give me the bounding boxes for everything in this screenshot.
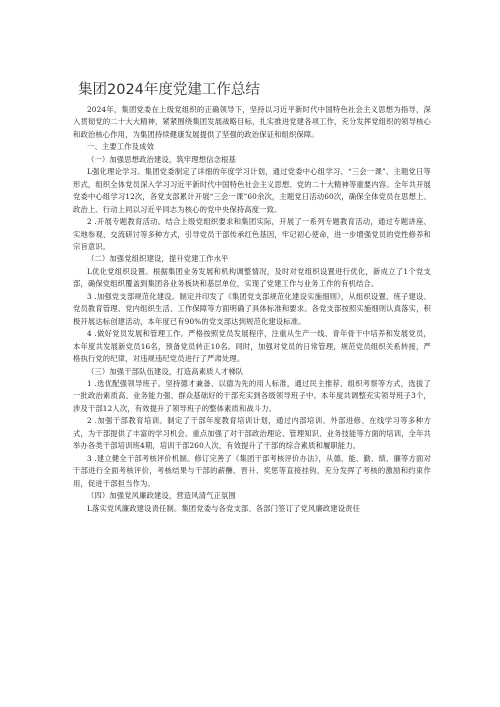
- body-paragraph: 3 .加强党支部规范化建设。制定并印发了《集团党支部规范化建设实施细则》，从组织设置、班子建设、党员教育管理、党内组织生活、工作保障等方面明确了具体标准和要求。各党支部按照实施细则认真落实，积极开展达标创建活动，本年度已有90%的党支部达到规范化建设标准。: [73, 291, 431, 326]
- subsection-heading: （二）加强党组织建设，提升党建工作水平: [87, 254, 229, 264]
- body-paragraph: L强化理论学习。集团党委制定了详细的年度学习计划，通过党委中心组学习、“三会一课”、主题党日等形式，组织全体党员深入学习习近平新时代中国特色社会主义思想、党的二十大精神等重要内容。全年共开展党委中心组学习12次，各党支部累计开展“三会一课”60余次，主题党日活动60次，确保全体党员在思想上、政治上、行动上同以习近平同志为核心的党中央保持高度一致。: [73, 167, 431, 214]
- page-title: 集团2024年度党建工作总结: [78, 82, 260, 98]
- subsection-heading: （三）加强干部队伍建设，打造高素质人才梯队: [87, 366, 244, 376]
- body-paragraph: 1 .选优配强领导班子。坚持德才兼备、以德为先的用人标准，通过民主推荐、组织考察等方式，选拔了一批政治素质高、业务能力强、群众基础好的干部充实到各级领导班子中。本年度共调整充实领导班子3个，涉及干部12人次，有效提升了领导班子的整体素质和战斗力。: [73, 378, 431, 413]
- intro-paragraph: 2024年，集团党委在上级党组织的正确领导下，坚持以习近平新时代中国特色社会主义思想为指导，深入贯彻党的二十大大精神，紧紧围绕集团发展战略目标，扎实推进党建各项工作，充分发挥党组织的领导核心和政治核心作用，为集团持续健康发展提供了坚强的政治保证和组织保障。: [73, 105, 431, 139]
- subsection-heading: （四）加强党风廉政建设，营造风清气正氛围: [87, 491, 236, 501]
- body-paragraph: 2 .开展专题教育活动。结合上级党组织要求和集团实际，开展了一系列专题教育活动，通过专题讲座、实地参观、交流研讨等多种方式，引导党员干部传承红色基因，牢记初心使命，进一步增强党员的党性修养和宗旨意识。: [73, 217, 431, 251]
- body-paragraph: 3 .建立健全干部考核评价机制。修订完善了《集团干部考核评价办法》，从德、能、勤、绩、廉等方面对干部进行全面考核评价，考核结果与干部的薪酬、晋升、奖惩等直接挂钩，充分发挥了考核的激励和约束作用，促进干部担当作为。: [73, 453, 431, 488]
- document-body: [73, 104, 431, 515]
- body-paragraph: 2 .加强干部教育培训。制定了干部年度教育培训计划，通过内部培训、外部进修、在线学习等多种方式，为干部提供了丰富的学习机会。重点加强了对干部政治理论、管理知识、业务技能等方面的培训，全年共举办各类干部培训班4期，培训干部260人次，有效提升了干部的综合素质和履职能力。: [73, 416, 431, 451]
- body-paragraph: L落实党风廉政建设责任制。集团党委与各党支部、各部门签订了党风廉政建设责任: [87, 503, 361, 513]
- body-paragraph: L优化党组织设置。根据集团业务发展和机构调整情况，及时对党组织设置进行优化，新成立了1个党支部，确保党组织覆盖到集团各业务板块和基层单位，实现了党建工作与业务工作的有机结合。: [73, 266, 431, 289]
- subsection-heading: （一）加强思想政治建设，筑牢理想信念根基: [87, 154, 236, 164]
- section-heading: 一、主要工作及成效: [87, 142, 155, 152]
- body-paragraph: 4 .做好党员发展和管理工作。严格按照党员发展程序，注重从生产一线、青年骨干中培养和发展党员，本年度共发展新党员16名，预备党员转正10名。同时，加强对党员的日常管理，规范党员组织关系转接，严格执行党的纪律，对违规违纪党员进行了严肃处理。: [73, 329, 431, 364]
